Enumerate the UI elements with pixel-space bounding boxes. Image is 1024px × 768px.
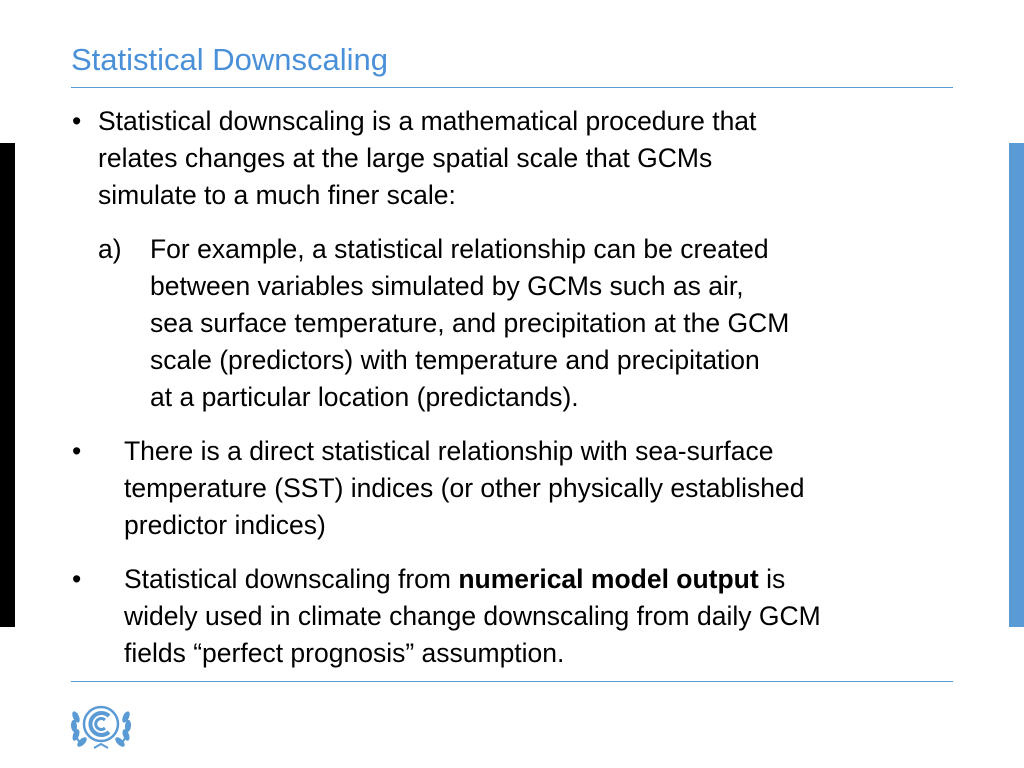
bullet-text: [124, 561, 954, 672]
bullet-line: temperature (SST) indices (or other physically established: [124, 473, 805, 503]
bullet-line: For example, a statistical relationship can be created: [150, 234, 769, 264]
bullet-line: widely used in climate change downscaling from daily GCM: [124, 601, 821, 631]
bullet-line: relates changes at the large spatial scale that GCMs: [98, 143, 713, 173]
bullet-text: [124, 433, 954, 544]
bullet-marker: •: [72, 564, 82, 594]
left-accent-bar: [0, 143, 15, 627]
bullet-line: fields “perfect prognosis” assumption.: [124, 638, 565, 668]
sub-bullet-text: [150, 231, 950, 416]
bullet-line: Statistical downscaling is a mathematical procedure that: [98, 106, 757, 136]
emphasis-text: numerical model output: [458, 564, 759, 594]
bullet-line: at a particular location (predictands).: [150, 382, 579, 412]
slide-title: Statistical Downscaling: [71, 42, 389, 77]
bullet-line: between variables simulated by GCMs such as air,: [150, 271, 744, 301]
sub-bullet-marker: a): [98, 234, 122, 264]
bullet-line: predictor indices): [124, 510, 326, 540]
bullet-line: sea surface temperature, and precipitation at the GCM: [150, 308, 790, 338]
bullet-text: [98, 103, 918, 214]
title-divider: [71, 87, 953, 88]
bullet-line: scale (predictors) with temperature and precipitation: [150, 345, 760, 375]
bullet-line-end: is: [758, 564, 786, 594]
bullet-line: There is a direct statistical relationship with sea-surface: [124, 436, 774, 466]
unfccc-logo-icon: [68, 695, 134, 755]
bullet-marker: •: [72, 106, 82, 136]
footer-divider: [71, 681, 953, 682]
bullet-marker: •: [72, 436, 82, 466]
right-accent-bar: [1009, 143, 1024, 627]
bullet-line: [124, 561, 954, 598]
bullet-line: simulate to a much finer scale:: [98, 180, 456, 210]
bullet-line-start: Statistical downscaling from: [124, 564, 459, 594]
